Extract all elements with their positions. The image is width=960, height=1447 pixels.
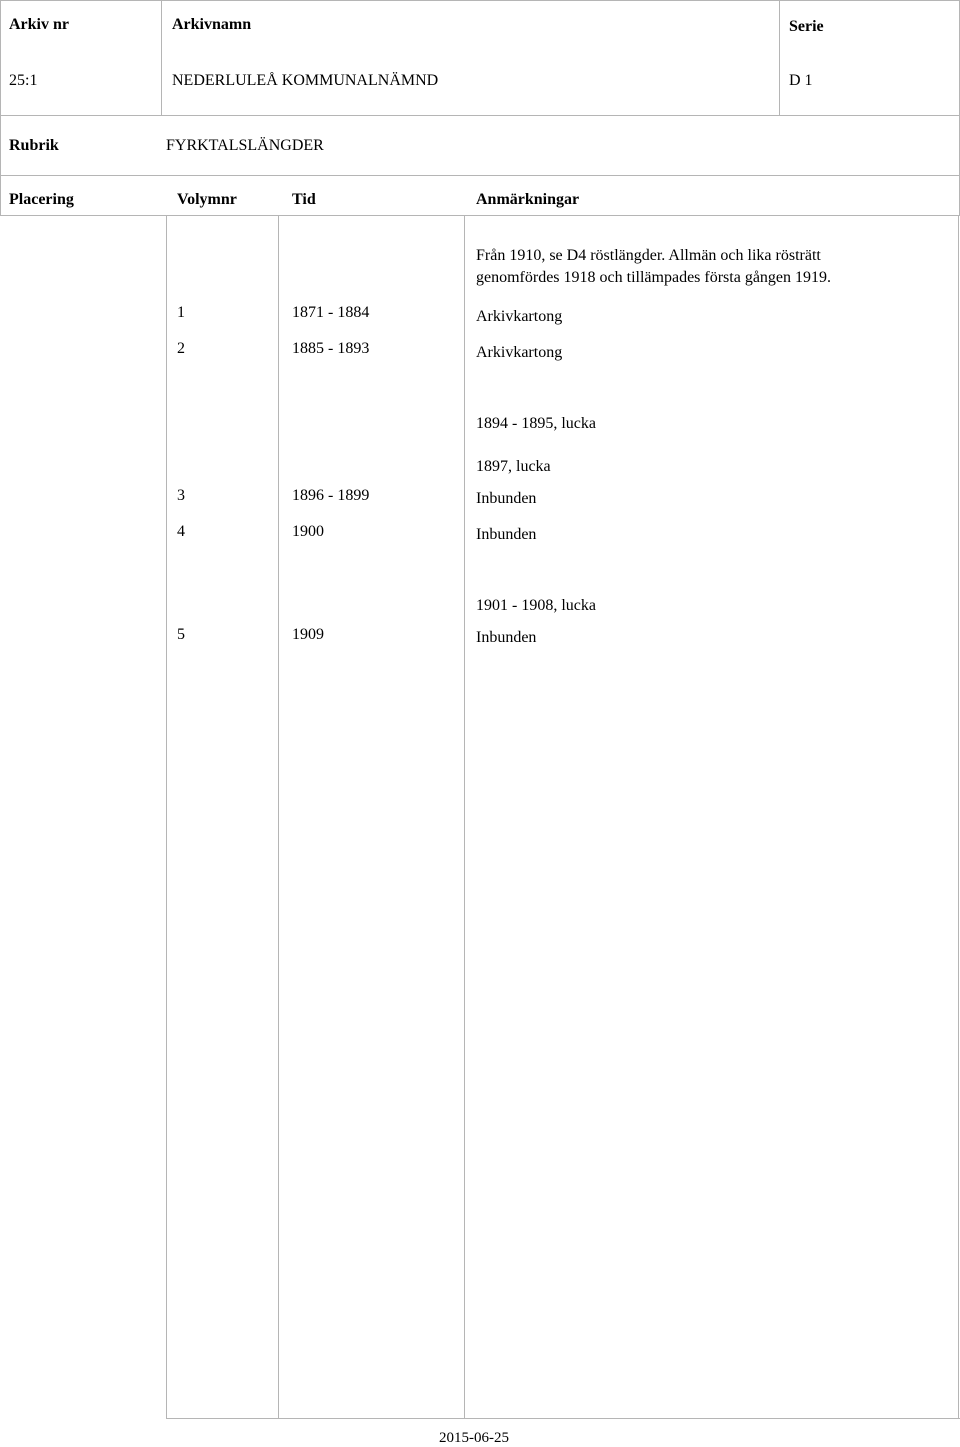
general-note: Från 1910, se D4 röstlängder. Allmän och lika rösträtt genomfördes 1918 och tillämpades första gången 1919. bbox=[476, 247, 832, 286]
gap-note-1: 1894 - 1895, lucka bbox=[476, 415, 596, 432]
column-header-placering: Placering bbox=[9, 191, 74, 208]
volume-4-nr: 4 bbox=[177, 523, 185, 540]
column-divider-tid bbox=[464, 216, 465, 1418]
volume-2-nr: 2 bbox=[177, 340, 185, 357]
volume-5-tid: 1909 bbox=[292, 626, 324, 643]
column-header-volymnr: Volymnr bbox=[177, 191, 237, 208]
column-divider-volymnr bbox=[278, 216, 279, 1418]
divider-header-rubrik bbox=[0, 115, 960, 116]
gap-note-3: 1901 - 1908, lucka bbox=[476, 597, 596, 614]
table-right-border bbox=[958, 216, 959, 1418]
volume-4-anm: Inbunden bbox=[476, 526, 537, 543]
serie-label: Serie bbox=[789, 18, 824, 35]
divider-serie bbox=[779, 0, 780, 115]
arkivnamn-label: Arkivnamn bbox=[172, 16, 252, 33]
gap-note-2: 1897, lucka bbox=[476, 458, 551, 475]
volume-1-anm: Arkivkartong bbox=[476, 308, 563, 325]
serie-value: D 1 bbox=[789, 72, 813, 89]
rubrik-label: Rubrik bbox=[9, 137, 59, 154]
arkivnamn-value: NEDERLULEÅ KOMMUNALNÄMND bbox=[172, 72, 439, 89]
volume-1-nr: 1 bbox=[177, 304, 185, 321]
arkiv-nr-value: 25:1 bbox=[9, 72, 38, 89]
rubrik-value: FYRKTALSLÄNGDER bbox=[166, 137, 324, 154]
volume-5-nr: 5 bbox=[177, 626, 185, 643]
column-header-tid: Tid bbox=[292, 191, 316, 208]
volume-2-anm: Arkivkartong bbox=[476, 344, 563, 361]
volume-3-anm: Inbunden bbox=[476, 490, 537, 507]
volume-5-anm: Inbunden bbox=[476, 629, 537, 646]
divider-arkivnr bbox=[161, 0, 162, 115]
volume-4-tid: 1900 bbox=[292, 523, 324, 540]
column-divider-placering bbox=[166, 216, 167, 1418]
volume-2-tid: 1885 - 1893 bbox=[292, 340, 370, 357]
volume-1-tid: 1871 - 1884 bbox=[292, 304, 370, 321]
arkiv-nr-label: Arkiv nr bbox=[9, 16, 69, 33]
footer-date: 2015-06-25 bbox=[439, 1430, 509, 1446]
table-bottom-line bbox=[166, 1418, 960, 1419]
column-header-anmarkningar: Anmärkningar bbox=[476, 191, 580, 208]
volume-3-tid: 1896 - 1899 bbox=[292, 487, 370, 504]
volume-3-nr: 3 bbox=[177, 487, 185, 504]
divider-rubrik-columns bbox=[0, 175, 960, 176]
